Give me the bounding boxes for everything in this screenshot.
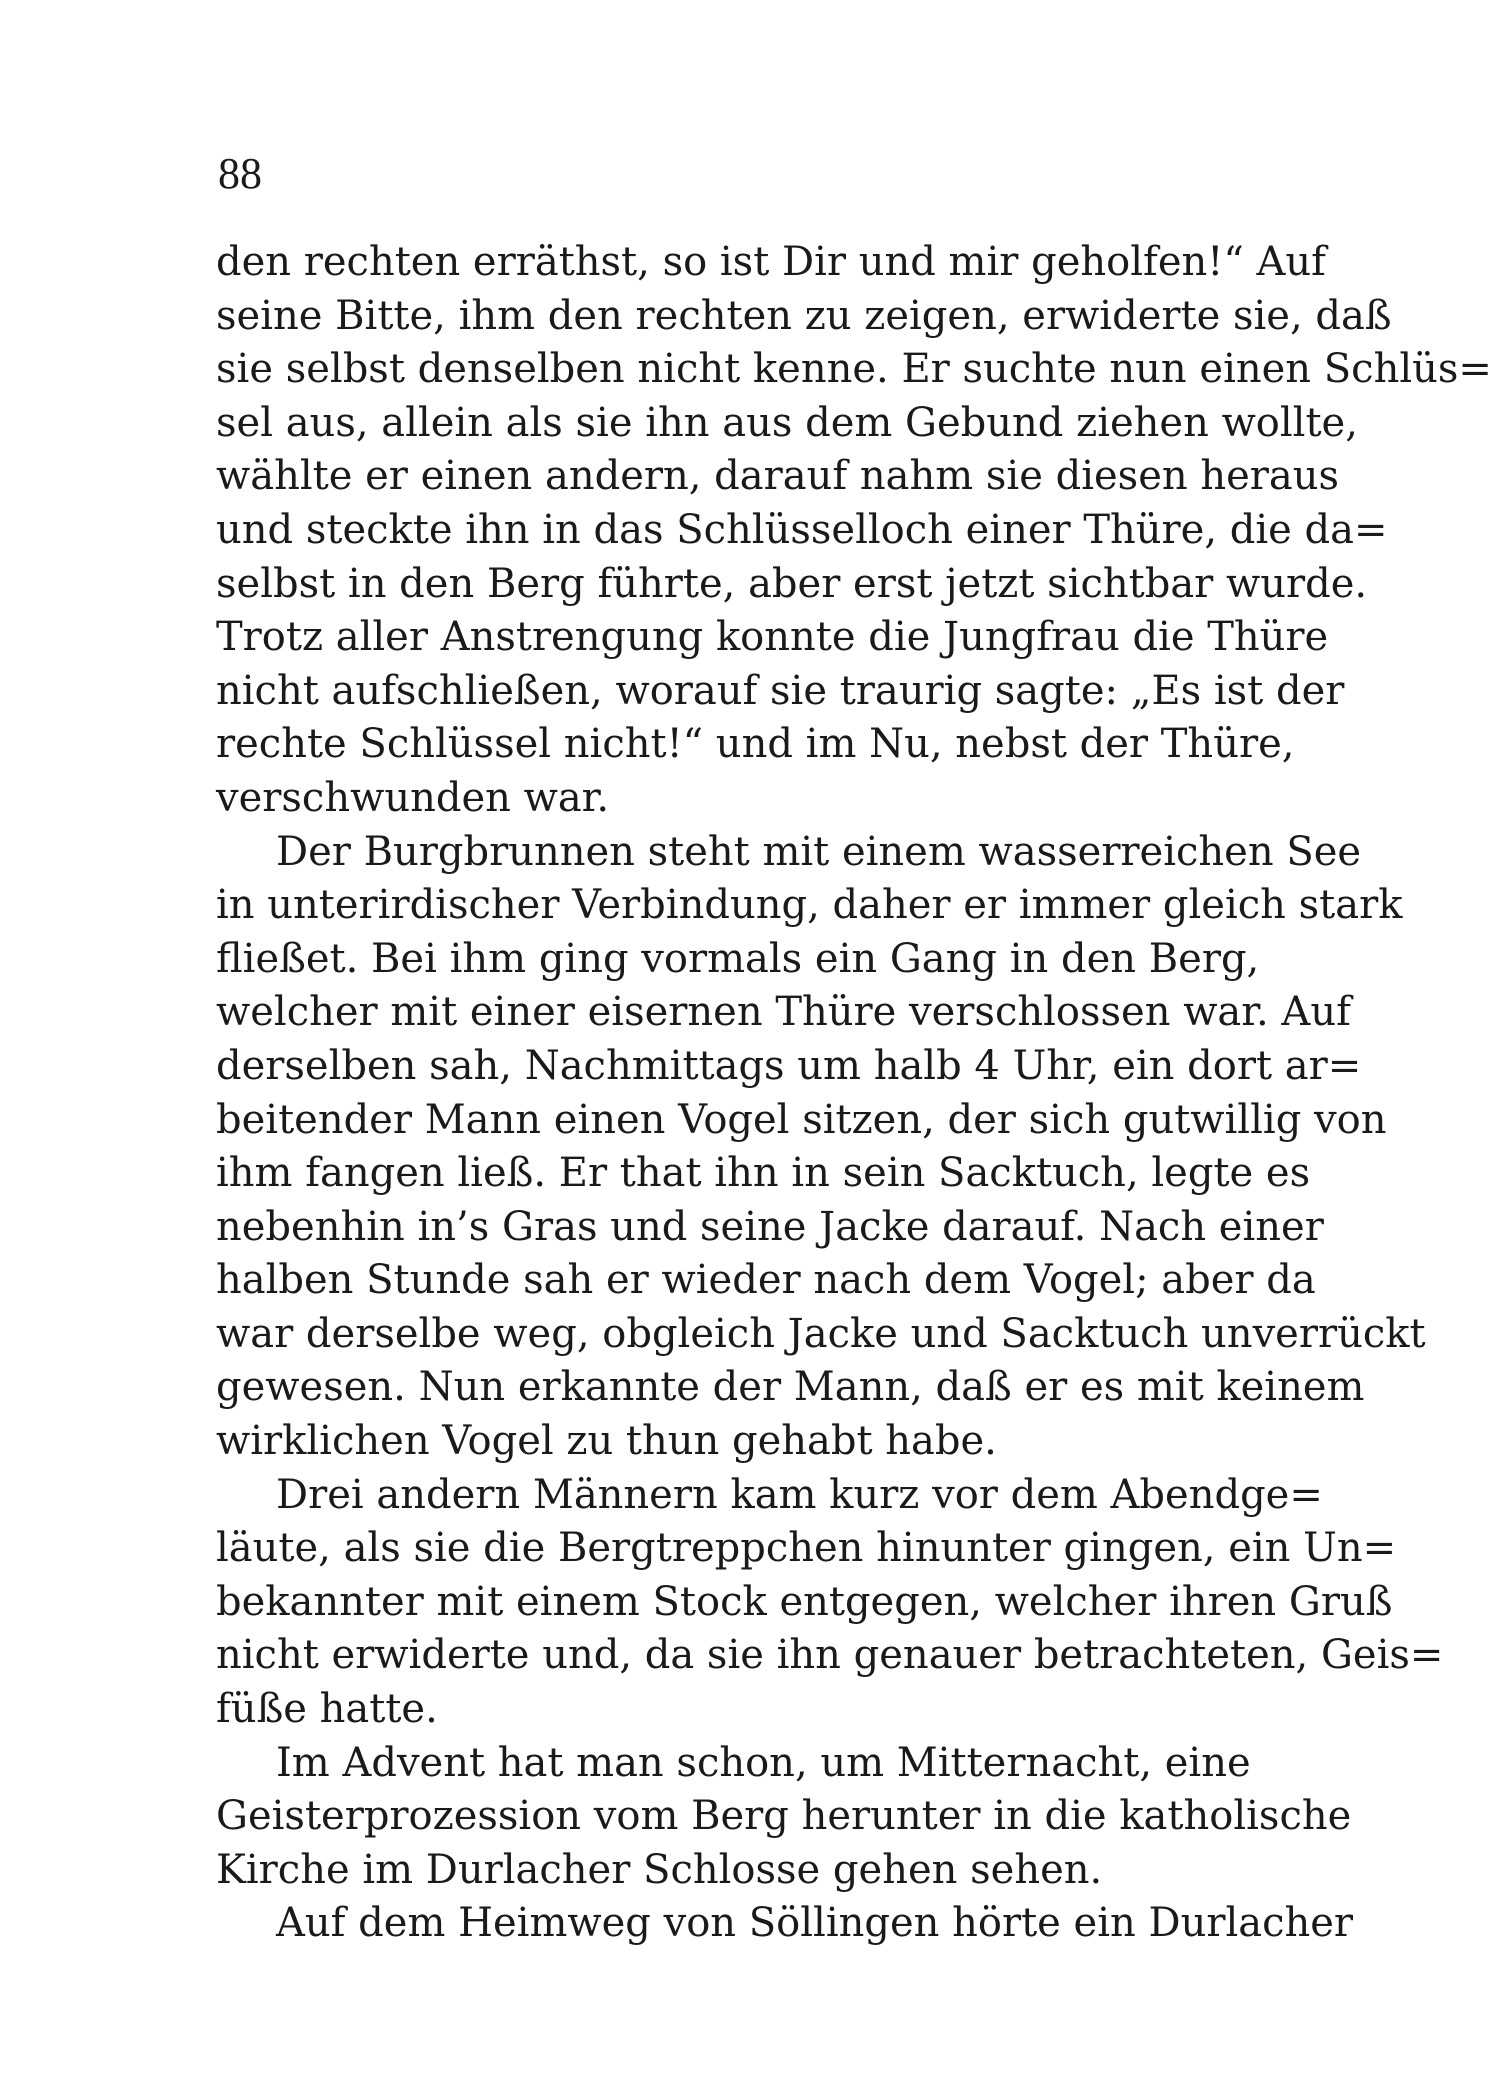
text-line: nebenhin in’s Gras und seine Jacke darauf. Nach einer [216, 1203, 1324, 1250]
paragraph [216, 1737, 1352, 1898]
body-text [216, 236, 1492, 1951]
text-line: nicht erwiderte und, da sie ihn genauer betrachteten, Geis= [216, 1632, 1444, 1679]
text-line: Auf dem Heimweg von Söllingen hörte ein Durlacher [276, 1900, 1354, 1947]
text-line: selbst in den Berg führte, aber erst jetzt sichtbar wurde. [216, 560, 1368, 607]
text-line: seine Bitte, ihm den rechten zu zeigen, erwiderte sie, daß [216, 292, 1392, 339]
text-line: sel aus, allein als sie ihn aus dem Gebund ziehen wollte, [216, 399, 1358, 446]
text-line: Kirche im Durlacher Schlosse gehen sehen. [216, 1846, 1103, 1893]
text-line: ihm fangen ließ. Er that ihn in sein Sacktuch, legte es [216, 1150, 1311, 1197]
text-line: in unterirdischer Verbindung, daher er immer gleich stark [216, 882, 1403, 929]
text-line: war derselbe weg, obgleich Jacke und Sacktuch unverrückt [216, 1310, 1426, 1357]
text-line: Drei andern Männern kam kurz vor dem Abendge= [276, 1471, 1323, 1518]
text-line: Trotz aller Anstrengung konnte die Jungfrau die Thüre [216, 614, 1329, 661]
text-line: Der Burgbrunnen steht mit einem wasserreichen See [276, 828, 1362, 875]
paragraph [216, 1469, 1444, 1737]
page-number: 88 [218, 149, 262, 198]
text-line: wählte er einen andern, darauf nahm sie diesen heraus [216, 453, 1340, 500]
text-line: derselben sah, Nachmittags um halb 4 Uhr, ein dort ar= [216, 1042, 1362, 1089]
text-line: den rechten erräthst, so ist Dir und mir geholfen!“ Auf [216, 239, 1326, 285]
paragraph [216, 236, 1492, 826]
text-line: wirklichen Vogel zu thun gehabt habe. [216, 1418, 997, 1465]
text-line: Im Advent hat man schon, um Mitternacht, eine [276, 1739, 1251, 1786]
text-line: fließet. Bei ihm ging vormals ein Gang in den Berg, [216, 935, 1260, 982]
text-line: Geisterprozession vom Berg herunter in die katholische [216, 1793, 1352, 1840]
paragraph [216, 826, 1426, 1469]
text-line: nicht aufschließen, worauf sie traurig sagte: „Es ist der [216, 667, 1345, 714]
paragraph [216, 1897, 1354, 1951]
text-line: läute, als sie die Bergtreppchen hinunter gingen, ein Un= [216, 1525, 1397, 1572]
text-line: füße hatte. [216, 1686, 438, 1733]
text-line: und steckte ihn in das Schlüsselloch einer Thüre, die da= [216, 506, 1388, 553]
text-line: gewesen. Nun erkannte der Mann, daß er es mit keinem [216, 1364, 1365, 1411]
text-line: verschwunden war. [216, 774, 610, 821]
text-line: rechte Schlüssel nicht!“ und im Nu, nebst der Thüre, [216, 721, 1295, 768]
text-line: sie selbst denselben nicht kenne. Er suchte nun einen Schlüs= [216, 346, 1492, 393]
text-line: welcher mit einer eisernen Thüre verschlossen war. Auf [216, 989, 1351, 1036]
text-line: beitender Mann einen Vogel sitzen, der sich gutwillig von [216, 1096, 1387, 1143]
text-line: bekannter mit einem Stock entgegen, welcher ihren Gruß [216, 1578, 1393, 1625]
text-line: halben Stunde sah er wieder nach dem Vogel; aber da [216, 1257, 1316, 1304]
